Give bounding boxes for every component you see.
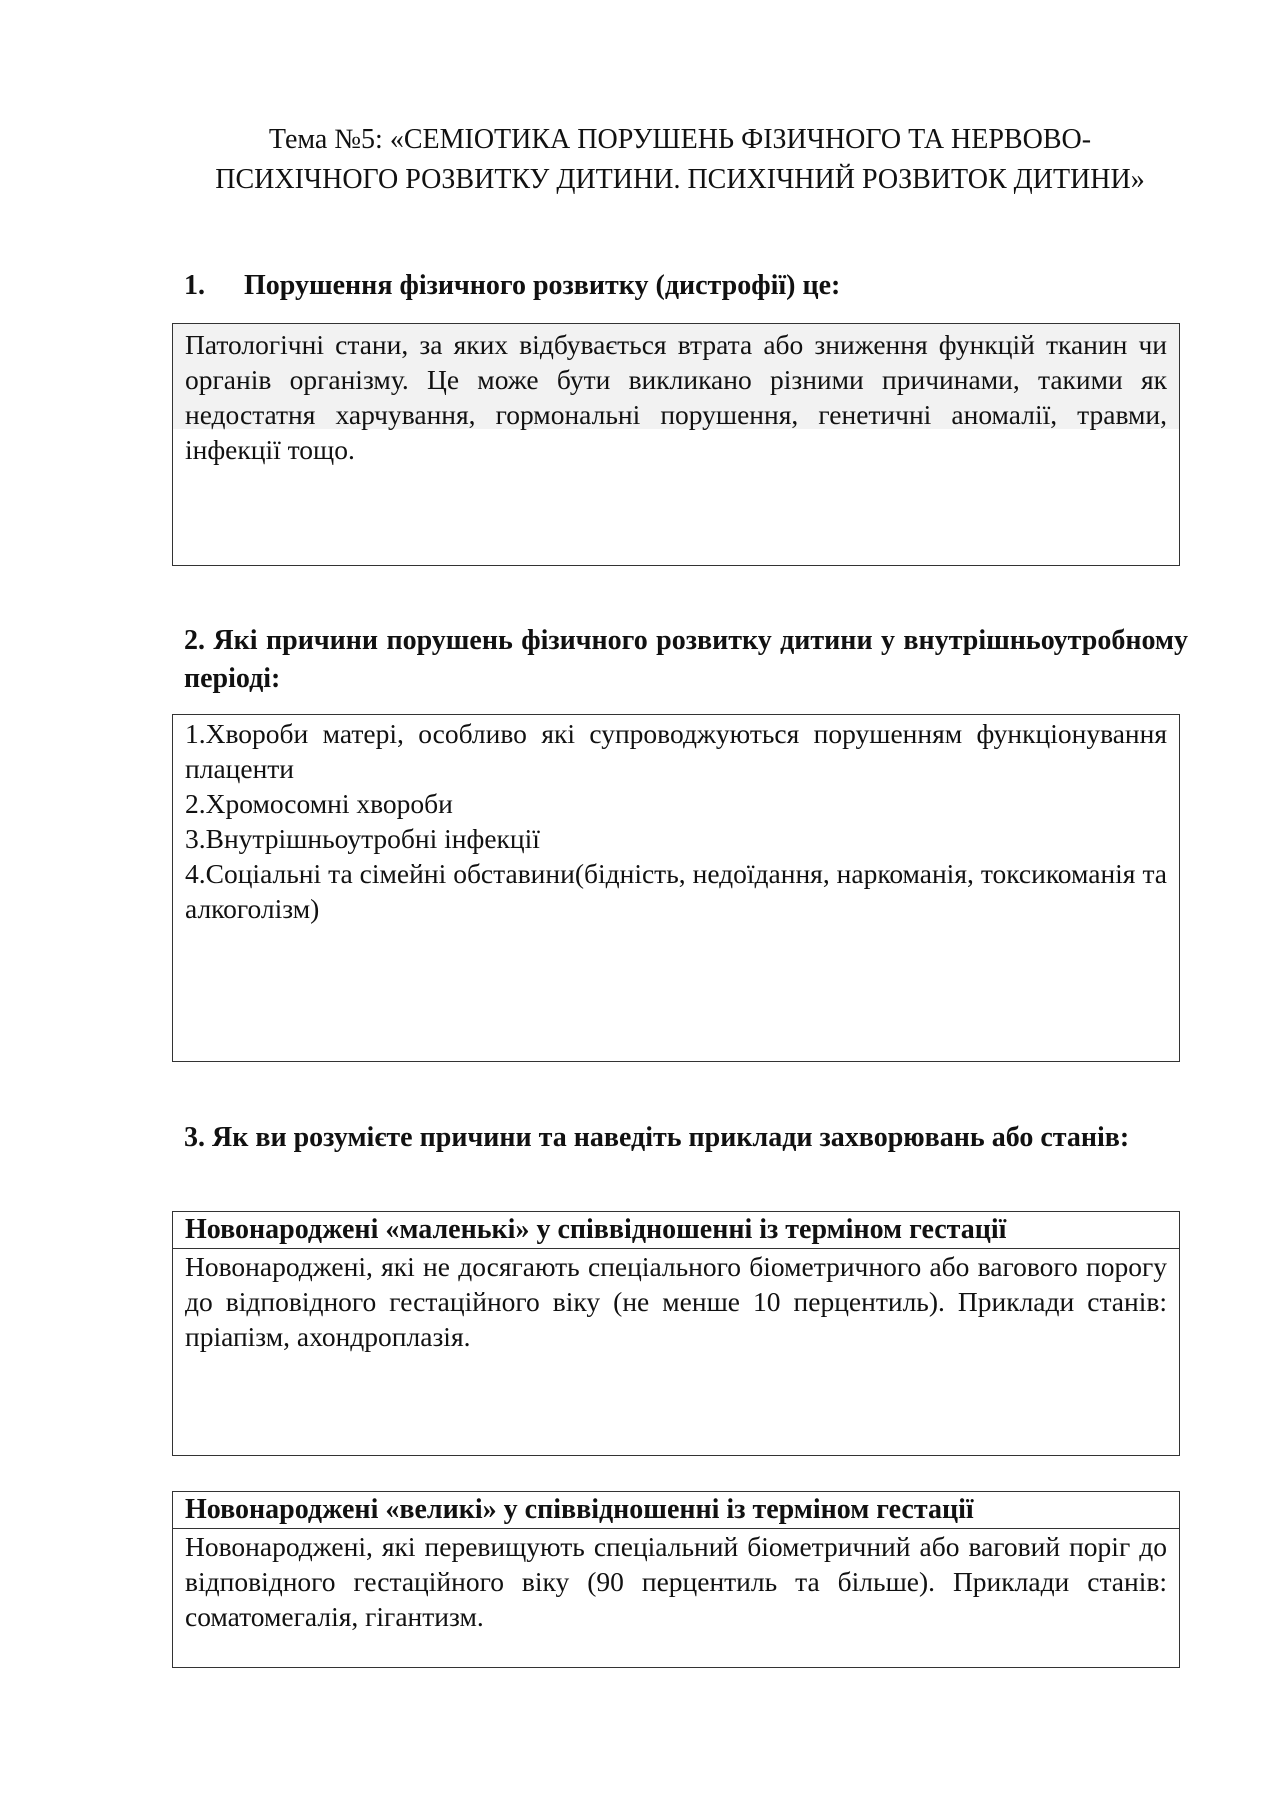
section-1-answer-box <box>172 323 1180 566</box>
list-item: 3.Внутрішньоутробні інфекції <box>185 823 540 854</box>
section-3-heading: 3. Як ви розумієте причини та наведіть приклади захворювань або станів: <box>184 1122 1130 1153</box>
list-item: 4.Соціальні та сімейні обставини(бідність, недоїдання, наркоманія, токсикоманія та алкоголізм) <box>185 858 1167 924</box>
large-newborns-header: Новонароджені «великі» у співвідношенні із терміном гестації <box>173 1492 1179 1529</box>
section-1-heading <box>184 267 1188 305</box>
title-line-2: ПСИХІЧНОГО РОЗВИТКУ ДИТИНИ. ПСИХІЧНИЙ РОЗВИТОК ДИТИНИ» <box>215 164 1145 195</box>
title-line-1: Тема №5: «СЕМІОТИКА ПОРУШЕНЬ ФІЗИЧНОГО ТА НЕРВОВО- <box>268 124 1092 155</box>
small-newborns-header: Новонароджені «маленькі» у співвідношенні із терміном гестації <box>173 1212 1179 1249</box>
section-1-answer-text: Патологічні стани, за яких відбувається втрата або зниження функцій тканин чи органів організму. Це може бути викликано різними причинами, такими як недостатня харчування, гормональні порушення, генетичні аномалії, травми, інфекції тощо. <box>173 324 1179 467</box>
large-newborns-table <box>172 1491 1180 1668</box>
section-2-heading: 2. Які причини порушень фізичного розвитку дитини у внутрішньоутробному періоді: <box>184 625 1188 694</box>
section-2-answer-list <box>173 715 1179 926</box>
section-1-number: 1. <box>184 270 205 301</box>
list-item: 1.Хвороби матері, особливо які супроводжуються порушенням функціонування плаценти <box>185 718 1167 784</box>
section-1-heading-text: Порушення фізичного розвитку (дистрофії) це: <box>244 270 841 301</box>
small-newborns-table <box>172 1211 1180 1456</box>
small-newborns-text: Новонароджені, які не досягають спеціального біометричного або вагового порогу до відповідного гестаційного віку (не менше 10 перцентиль). Приклади станів: пріапізм, ахондроплазія. <box>185 1251 1167 1352</box>
large-newborns-text: Новонароджені, які перевищують спеціальний біометричний або ваговий поріг до відповідного гестаційного віку (90 перцентиль та більше). Приклади станів: соматомегалія, гігантизм. <box>185 1531 1167 1632</box>
list-item: 2.Хромосомні хвороби <box>185 788 453 819</box>
page-title <box>170 120 1190 200</box>
section-2-answer-box <box>172 714 1180 1062</box>
